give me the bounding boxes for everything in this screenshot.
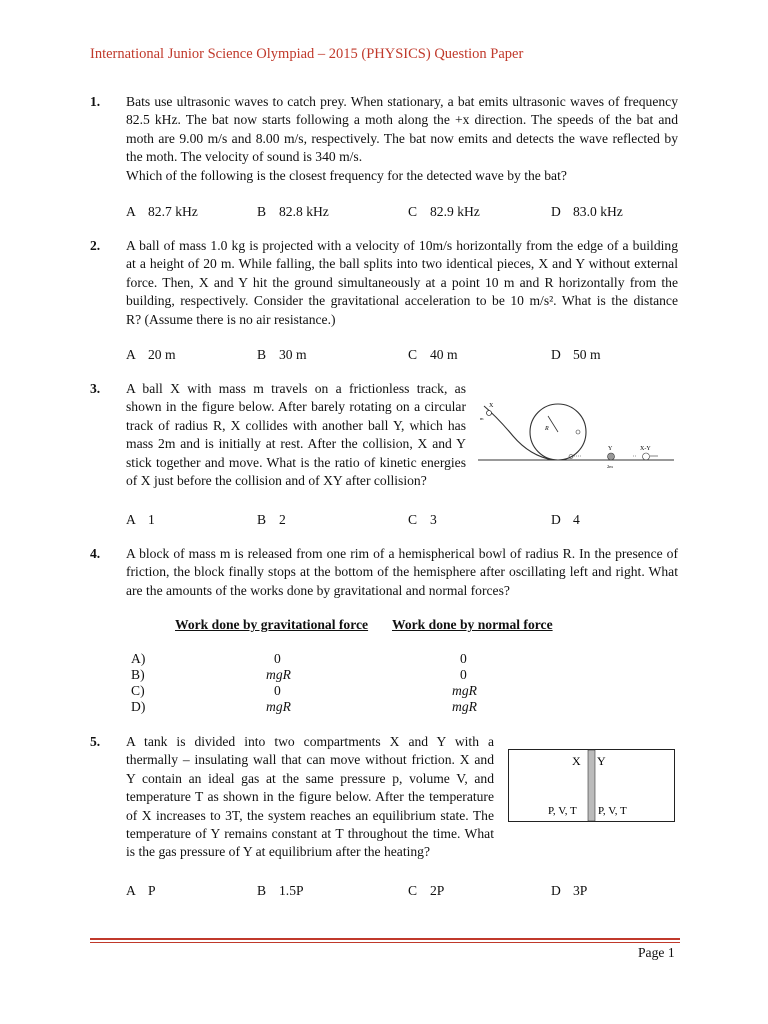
ball-x	[487, 411, 492, 416]
text-line: force. Then, X and Y hit the ground simultaneously at a point 10 m and R horizontally from the	[126, 274, 678, 290]
question-text	[126, 93, 678, 185]
option-a[interactable]: A 82.7 kHz	[126, 204, 198, 219]
compartment-y-label: Y	[597, 754, 606, 768]
text-line: shown in the figure below. After barely rotating on a circular	[126, 399, 466, 415]
question-3	[90, 380, 470, 492]
question-2	[90, 237, 680, 332]
answer-options	[126, 204, 686, 222]
question-number: 5.	[90, 734, 101, 749]
option-d[interactable]: D 3P	[551, 883, 588, 898]
answer-options	[126, 883, 686, 901]
normal-cell: mgR	[452, 699, 477, 714]
mass-y-label: 2m	[607, 464, 613, 469]
option-b[interactable]: B 1.5P	[257, 883, 304, 898]
option-c[interactable]: C 40 m	[408, 347, 458, 362]
tank-figure	[508, 749, 676, 823]
normal-cell: 0	[460, 651, 467, 666]
question-1	[90, 93, 680, 188]
text-line: at a height of 20 m. While falling, the ball splits into two identical pieces, X and Y without external	[126, 256, 678, 272]
radius-label: R	[545, 426, 549, 432]
footer-rule-thin	[90, 942, 680, 943]
option-a[interactable]: A P	[126, 883, 156, 898]
question-number: 4.	[90, 546, 101, 561]
question-text	[126, 380, 466, 490]
footer-rule	[90, 938, 680, 940]
table-header-normal: Work done by normal force	[392, 617, 553, 632]
text-line: A tank is divided into two compartments X and Y with a	[126, 734, 494, 749]
question-text	[126, 733, 494, 862]
compartment-y-state: P, V, T	[598, 805, 627, 817]
text-line: Bats use ultrasonic waves to catch prey. When stationary, a bat emits ultrasonic waves of frequency	[126, 94, 678, 109]
option-d[interactable]: D 4	[551, 512, 580, 527]
gravity-cell: mgR	[266, 667, 291, 682]
question-text	[126, 237, 678, 329]
text-line: Which of the following is the closest frequency for the detected wave by the bat?	[126, 167, 567, 183]
text-line: is the gas pressure of Y at equilibrium after the heating?	[126, 844, 430, 860]
table-row	[131, 699, 551, 716]
table-header-gravity: Work done by gravitational force	[175, 617, 369, 632]
text-line: R? (Assume there is no air resistance.)	[126, 311, 336, 327]
row-label[interactable]: B)	[131, 667, 145, 682]
ball-y	[608, 453, 615, 460]
question-text	[126, 545, 678, 600]
option-d[interactable]: D 83.0 kHz	[551, 204, 623, 219]
option-b[interactable]: B 82.8 kHz	[257, 204, 329, 219]
text-line: track of radius R, X collides with another ball Y, which has	[126, 417, 466, 433]
question-5	[90, 733, 500, 863]
table-row	[131, 683, 551, 700]
normal-cell: 0	[460, 667, 467, 682]
answer-options	[126, 347, 686, 365]
text-line: stick together and move. What is the ratio of kinetic energies	[126, 454, 466, 470]
track-figure	[478, 398, 678, 474]
ball-xy	[643, 453, 650, 460]
text-line: A block of mass m is released from one rim of a hemispherical bowl of radius R. In the presence of	[126, 546, 678, 561]
gravity-cell: 0	[274, 651, 281, 666]
option-d[interactable]: D 50 m	[551, 347, 601, 362]
text-line: of X increases to 3T, the system reaches an equilibrium state. The	[126, 807, 494, 823]
text-line: friction, the block finally stops at the bottom of the hemisphere after oscillating left and right. What	[126, 564, 678, 580]
text-line: moth are 9.00 m/s and 8.00 m/s, respectively. The bat now emits and detects the wave reflected by	[126, 130, 678, 146]
answer-options	[126, 512, 686, 530]
text-line: mass 2m and is initially at rest. After the collision, X and Y	[126, 436, 466, 452]
ball-y-label: Y	[608, 446, 613, 452]
page-header: International Junior Science Olympiad – 2015 (PHYSICS) Question Paper	[90, 46, 524, 62]
text-line: 82.5 kHz. The bat now starts following a moth along the +x direction. The speeds of the bat and	[126, 112, 678, 128]
text-line: temperature T as shown in the figure below. After the temperature	[126, 789, 494, 805]
ramp-curve	[484, 406, 553, 460]
text-line: A ball X with mass m travels on a frictionless track, as	[126, 381, 466, 396]
text-line: A ball of mass 1.0 kg is projected with a velocity of 10m/s horizontally from the edge of a building	[126, 238, 678, 253]
option-c[interactable]: C 3	[408, 512, 437, 527]
option-b[interactable]: B 30 m	[257, 347, 307, 362]
gravity-cell: 0	[274, 683, 281, 698]
text-line: the moth. The velocity of sound is 340 m/s.	[126, 149, 363, 165]
text-line: thermally – insulating wall that can move without friction. X and	[126, 752, 494, 768]
text-line: of X just before the collision and of XY after collision?	[126, 473, 427, 489]
gravity-cell: mgR	[266, 699, 291, 714]
insulating-wall	[588, 750, 595, 821]
ball-x-label: X	[489, 403, 494, 409]
option-b[interactable]: B 2	[257, 512, 286, 527]
radius-line	[548, 416, 558, 432]
question-number: 2.	[90, 238, 101, 253]
table-row	[131, 667, 551, 684]
question-number: 1.	[90, 94, 101, 109]
mass-x-label: m	[480, 416, 484, 421]
option-c[interactable]: C 2P	[408, 883, 445, 898]
table-row	[131, 651, 551, 668]
normal-cell: mgR	[452, 683, 477, 698]
option-a[interactable]: A 20 m	[126, 347, 176, 362]
option-c[interactable]: C 82.9 kHz	[408, 204, 480, 219]
ball-x-loop	[576, 430, 580, 434]
text-line: temperature of Y remains constant at T throughout the time. What	[126, 826, 494, 842]
text-line: are the amounts of the works done by gravitational and normal forces?	[126, 582, 510, 598]
ball-xy-label: X-Y	[640, 446, 651, 452]
page-number: Page 1	[638, 945, 675, 960]
question-number: 3.	[90, 381, 101, 396]
row-label[interactable]: D)	[131, 699, 146, 714]
row-label[interactable]: A)	[131, 651, 146, 666]
option-a[interactable]: A 1	[126, 512, 155, 527]
row-label[interactable]: C)	[131, 683, 145, 698]
text-line: Y contain an ideal gas at the same pressure p, volume V, and	[126, 770, 494, 786]
question-4	[90, 545, 680, 603]
compartment-x-state: P, V, T	[548, 805, 577, 817]
text-line: building, respectively. Consider the gravitational acceleration to be 10 m/s². What is the distance	[126, 293, 678, 309]
compartment-x-label: X	[572, 754, 581, 768]
